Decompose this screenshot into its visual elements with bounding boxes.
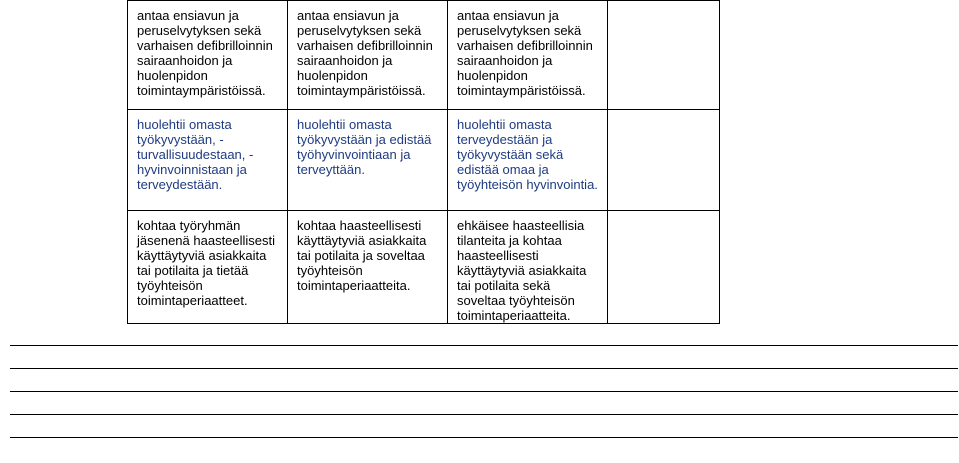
writing-line <box>10 368 958 369</box>
table-row <box>128 211 720 324</box>
writing-line <box>10 391 958 392</box>
writing-lines <box>10 345 958 460</box>
table-row <box>128 1 720 110</box>
table-cell: kohtaa haasteellisesti käyttäytyviä asiakkaita tai potilaita ja soveltaa työyhteisön toimintaperiaatteita. <box>288 211 448 324</box>
table-cell: kohtaa työryhmän jäsenenä haasteellisesti käyttäytyviä asiakkaita tai potilaita ja tietää työyhteisön toimintaperiaatteet. <box>128 211 288 324</box>
table-row <box>128 110 720 211</box>
table-cell: antaa ensiavun ja peruselvytyksen sekä varhaisen defibrilloinnin sairaanhoidon ja huolenpidon toimintaympäristöissä. <box>128 1 288 110</box>
table-cell: huolehtii omasta työkyvystään ja edistää työhyvinvointiaan ja terveyttään. <box>288 110 448 211</box>
table-cell: antaa ensiavun ja peruselvytyksen sekä varhaisen defibrilloinnin sairaanhoidon ja huolenpidon toimintaympäristöissä. <box>288 1 448 110</box>
table-cell: huolehtii omasta terveydestään ja työkyvystään sekä edistää omaa ja työyhteisön hyvinvointia. <box>448 110 608 211</box>
assessment-table <box>127 0 720 324</box>
writing-line <box>10 345 958 346</box>
table-cell-empty <box>608 211 720 324</box>
writing-line <box>10 414 958 415</box>
writing-line <box>10 437 958 438</box>
table-cell-empty <box>608 110 720 211</box>
table-cell: antaa ensiavun ja peruselvytyksen sekä varhaisen defibrilloinnin sairaanhoidon ja huolenpidon toimintaympäristöissä. <box>448 1 608 110</box>
table-cell: huolehtii omasta työkyvystään, - turvallisuudestaan, - hyvinvoinnistaan ja terveydestään. <box>128 110 288 211</box>
table-cell-empty <box>608 1 720 110</box>
table-cell: ehkäisee haasteellisia tilanteita ja kohtaa haasteellisesti käyttäytyviä asiakkaita tai potilaita sekä soveltaa työyhteisön toimintaperiaatteita. <box>448 211 608 324</box>
